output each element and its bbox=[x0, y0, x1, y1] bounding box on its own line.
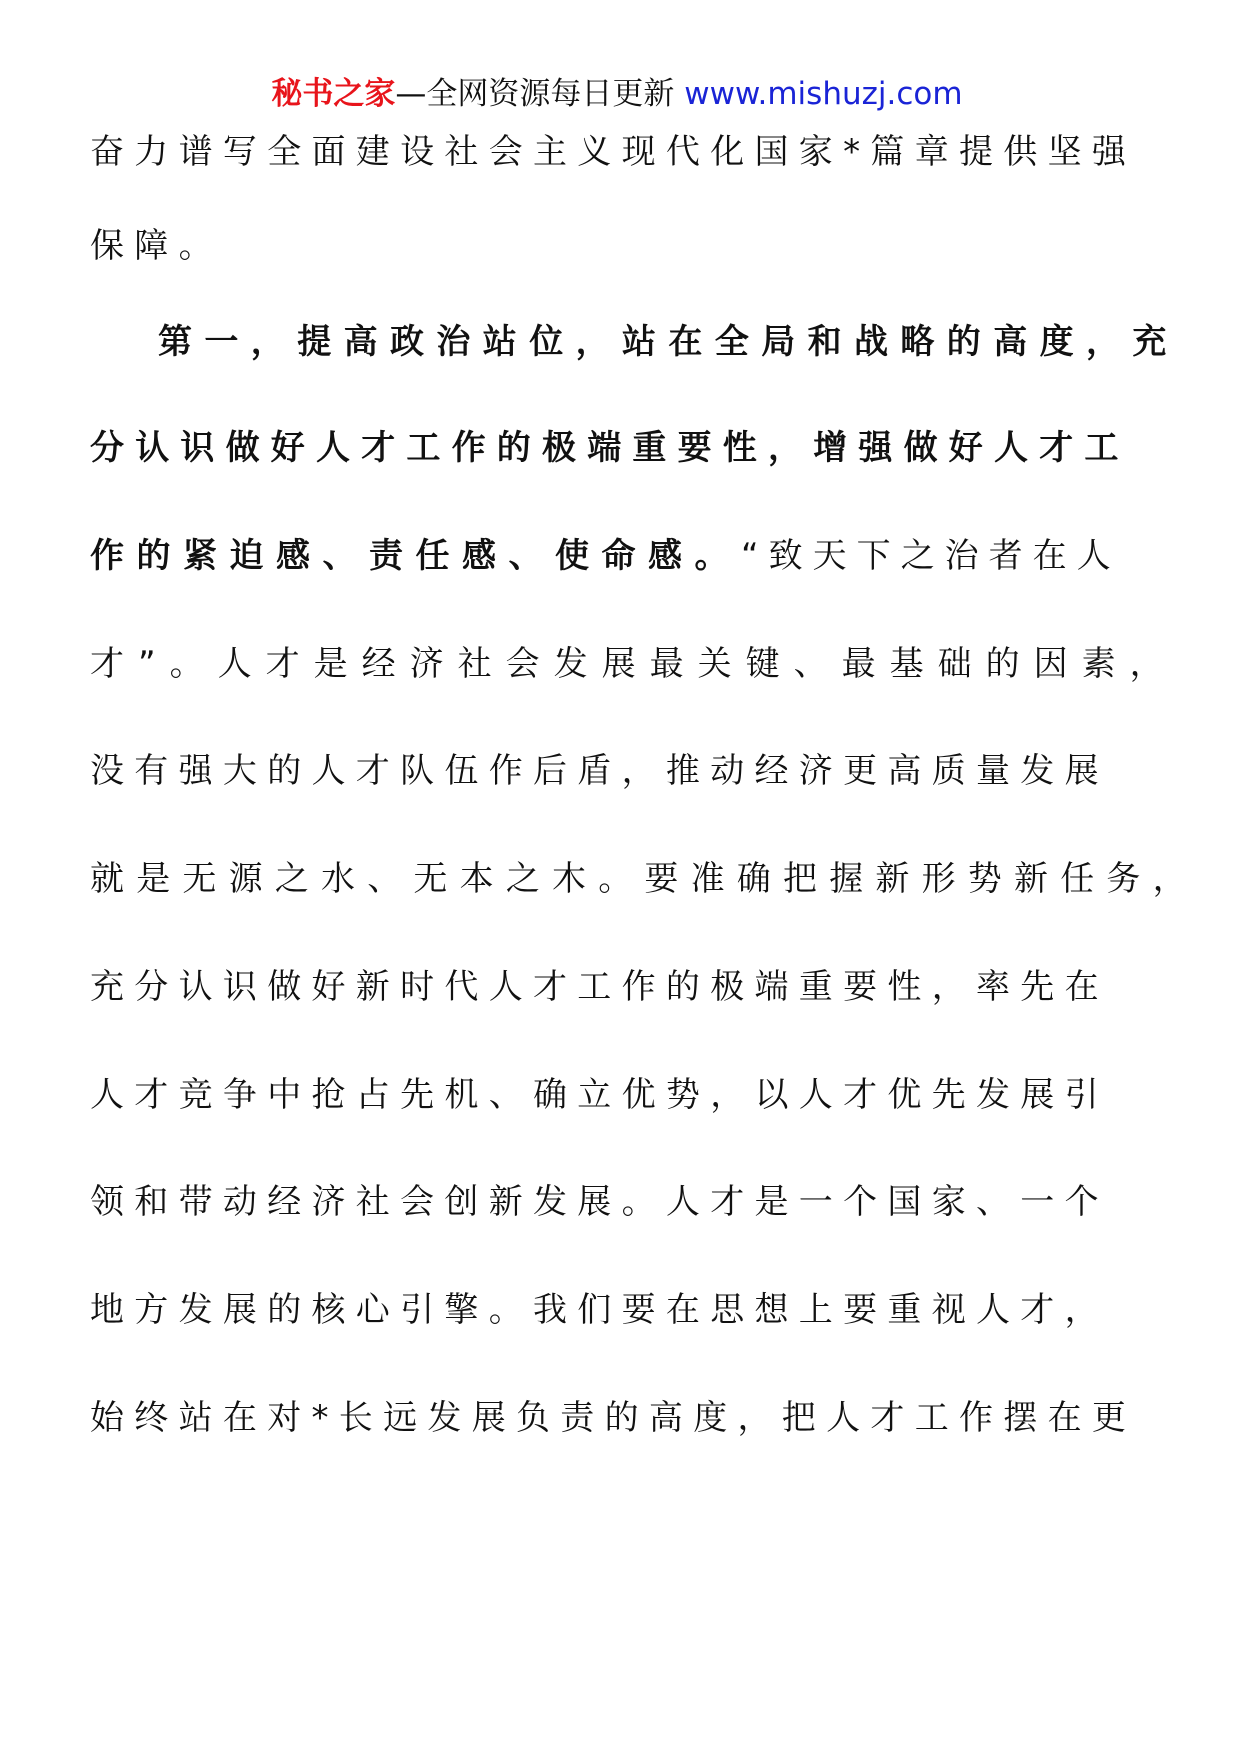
body-line-13: 始终站在对*长远发展负责的高度，把人才工作摆在更 bbox=[90, 1398, 1137, 1438]
body-line-10: 人才竞争中抢占先机、确立优势，以人才优先发展引 bbox=[90, 1075, 1109, 1115]
body-line-8: 就是无源之水、无本之木。要准确把握新形势新任务， bbox=[90, 859, 1199, 899]
header-tagline: —全网资源每日更新 bbox=[395, 76, 675, 112]
body-line-5 bbox=[90, 532, 1121, 580]
brand-name: 秘书之家 bbox=[271, 76, 396, 112]
page-header bbox=[0, 74, 1234, 114]
section-heading-line-1: 第一，提高政治站位，站在全局和战略的高度，充 bbox=[158, 322, 1179, 362]
body-line-7: 没有强大的人才队伍作后盾，推动经济更高质量发展 bbox=[90, 751, 1109, 791]
body-line-12: 地方发展的核心引擎。我们要在思想上要重视人才， bbox=[90, 1290, 1109, 1330]
quote-start: “致天下之治者在人 bbox=[741, 536, 1121, 576]
section-heading-line-2: 分认识做好人才工作的极端重要性，增强做好人才工 bbox=[90, 428, 1130, 468]
site-url[interactable]: www.mishuzj.com bbox=[684, 76, 963, 112]
body-line-9: 充分认识做好新时代人才工作的极端重要性，率先在 bbox=[90, 967, 1109, 1007]
section-heading-line-3: 作的紧迫感、责任感、使命感。 bbox=[90, 536, 741, 576]
body-line-2: 保障。 bbox=[90, 226, 223, 266]
body-line-11: 领和带动经济社会创新发展。人才是一个国家、一个 bbox=[90, 1182, 1109, 1222]
body-line-6: 才”。人才是经济社会发展最关键、最基础的因素， bbox=[90, 644, 1178, 684]
body-line-1: 奋力谱写全面建设社会主义现代化国家*篇章提供坚强 bbox=[90, 132, 1137, 172]
